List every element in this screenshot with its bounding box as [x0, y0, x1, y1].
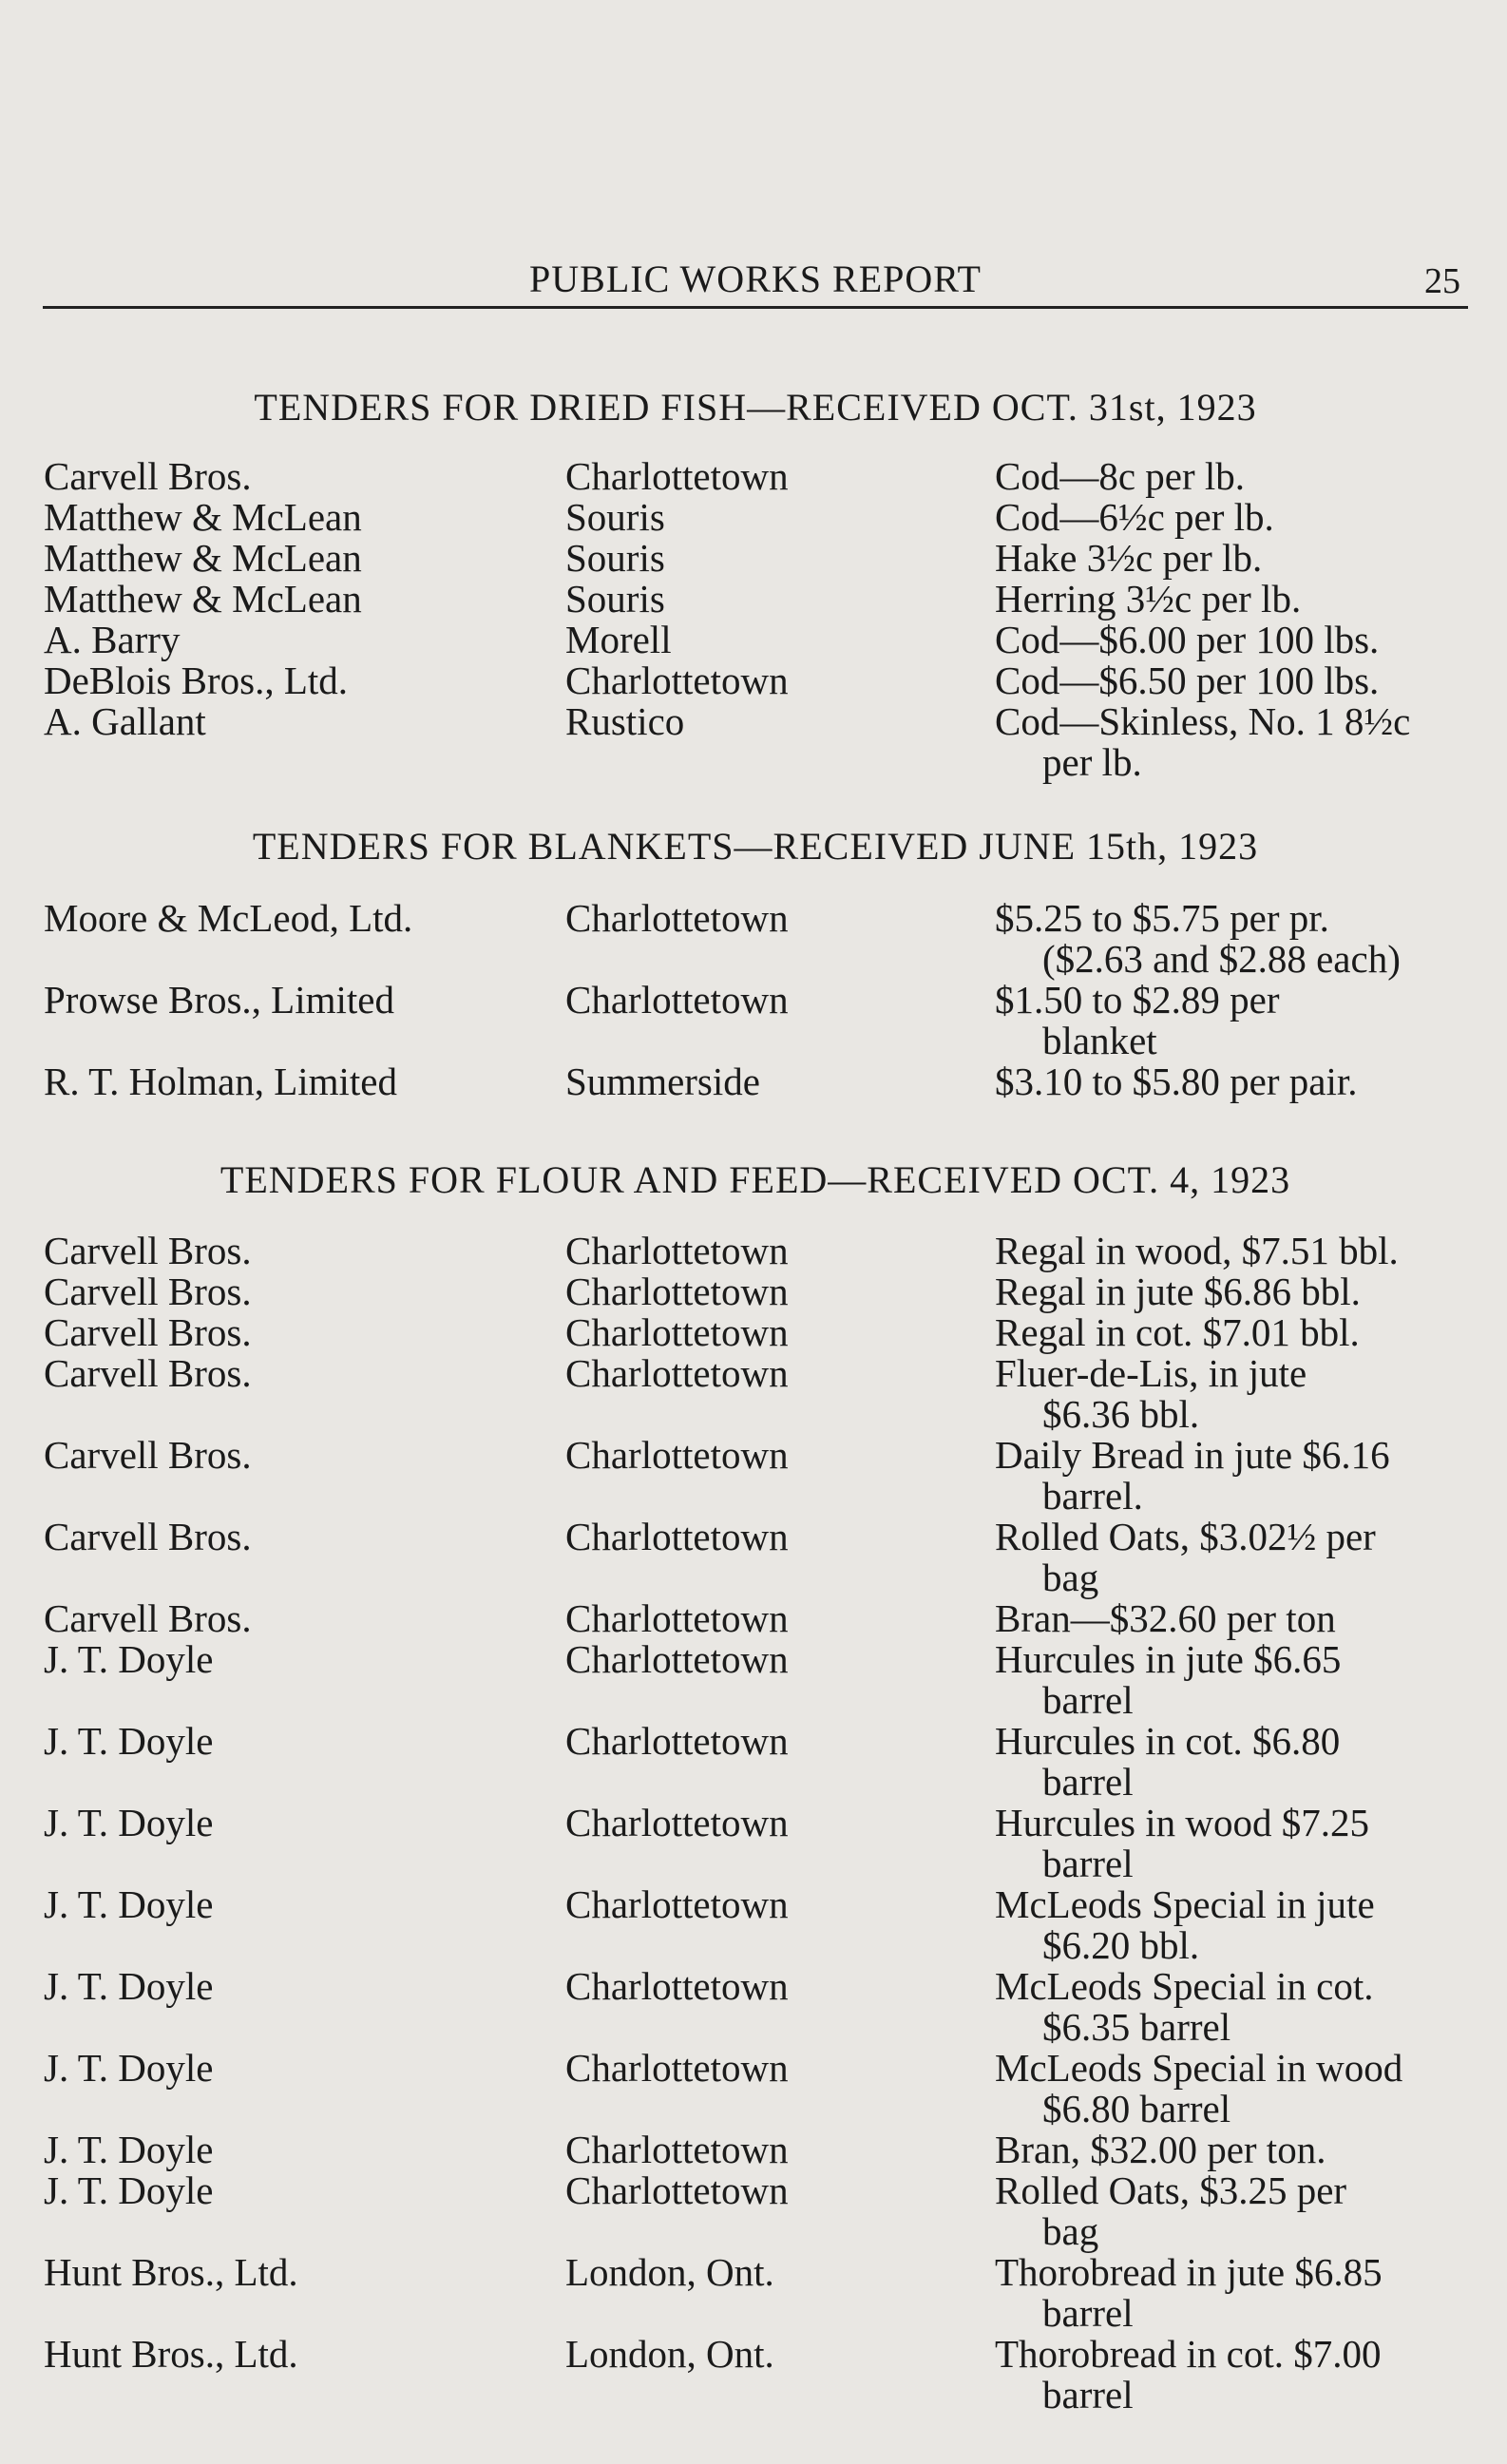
page-number: 25 — [1424, 261, 1460, 301]
tender-price-line: Thorobread in cot. $7.00 — [995, 2332, 1382, 2376]
dried-fish-table — [0, 456, 1507, 783]
tenderer-location: Charlottetown — [565, 1882, 789, 1926]
table-row — [0, 2252, 1507, 2334]
tender-price-line: McLeods Special in cot. — [995, 1964, 1374, 2008]
tender-price-line: Hake 3½c per lb. — [995, 536, 1263, 580]
tender-price — [995, 1639, 1489, 1721]
tender-price-line: Cod—$6.50 per 100 lbs. — [995, 659, 1380, 702]
tender-price-line: $3.10 to $5.80 per pair. — [995, 1060, 1358, 1103]
table-row — [0, 456, 1507, 497]
tender-price — [995, 1721, 1489, 1803]
tenderer-location: Souris — [565, 577, 665, 621]
blankets-table — [0, 898, 1507, 1102]
tenderer-name: J. T. Doyle — [44, 2046, 214, 2090]
tender-price — [995, 1312, 1489, 1353]
tenderer-location: London, Ont. — [565, 2332, 774, 2376]
tenderer-location: Charlottetown — [565, 1310, 789, 1354]
tender-price-line: Hurcules in jute $6.65 — [995, 1637, 1342, 1681]
tender-price-continuation: barrel. — [1042, 1474, 1143, 1518]
tender-price-line: Rolled Oats, $3.02½ per — [995, 1515, 1376, 1558]
table-row — [0, 660, 1507, 701]
tenderer-name: Prowse Bros., Limited — [44, 978, 394, 1022]
tender-price — [995, 1435, 1489, 1517]
tender-price-line: Bran, $32.00 per ton. — [995, 2128, 1326, 2171]
tenderer-location: Charlottetown — [565, 1964, 789, 2008]
tender-price — [995, 701, 1489, 783]
running-title: PUBLIC WORKS REPORT — [529, 258, 982, 300]
tender-price-line: Hurcules in wood $7.25 — [995, 1801, 1370, 1844]
tender-price-line: McLeods Special in jute — [995, 1882, 1375, 1926]
tender-price — [995, 980, 1489, 1061]
tender-price — [995, 538, 1489, 579]
section-title-blankets: TENDERS FOR BLANKETS—RECEIVED JUNE 15th, 1923 — [252, 825, 1259, 868]
tender-price — [995, 2252, 1489, 2334]
table-row — [0, 1435, 1507, 1517]
tender-price-line: Cod—Skinless, No. 1 8½c — [995, 699, 1411, 743]
table-row — [0, 579, 1507, 620]
tenderer-location: Charlottetown — [565, 1515, 789, 1558]
tenderer-name: Hunt Bros., Ltd. — [44, 2332, 298, 2376]
table-row — [0, 1271, 1507, 1312]
table-row — [0, 1721, 1507, 1803]
tender-price-line: Cod—$6.00 per 100 lbs. — [995, 618, 1380, 661]
tenderer-location: Charlottetown — [565, 978, 789, 1022]
table-row — [0, 1517, 1507, 1598]
tenderer-name: Carvell Bros. — [44, 1596, 252, 1640]
tender-price-line: McLeods Special in wood — [995, 2046, 1403, 2090]
tenderer-location: Charlottetown — [565, 1270, 789, 1313]
tender-price-line: Fluer-de-Lis, in jute — [995, 1351, 1307, 1395]
tenderer-name: Matthew & McLean — [44, 536, 362, 580]
table-row — [0, 2130, 1507, 2170]
tenderer-location: Charlottetown — [565, 1801, 789, 1844]
table-row — [0, 620, 1507, 660]
tender-price — [995, 1598, 1489, 1639]
tenderer-name: J. T. Doyle — [44, 1964, 214, 2008]
tenderer-location: Charlottetown — [565, 659, 789, 702]
tender-price — [995, 1231, 1489, 1271]
table-row — [0, 1061, 1507, 1102]
tender-price-continuation: barrel — [1042, 1760, 1134, 1804]
tenderer-name: Matthew & McLean — [44, 577, 362, 621]
tender-price — [995, 1353, 1489, 1435]
tenderer-name: J. T. Doyle — [44, 2168, 214, 2212]
tender-price-continuation: $6.36 bbl. — [1042, 1392, 1200, 1436]
tenderer-location: Charlottetown — [565, 1351, 789, 1395]
table-row — [0, 1639, 1507, 1721]
tender-price-continuation: barrel — [1042, 1678, 1134, 1722]
tender-price-continuation: bag — [1042, 2209, 1099, 2253]
tender-price-line: Thorobread in jute $6.85 — [995, 2250, 1383, 2294]
tender-price-line: $1.50 to $2.89 per — [995, 978, 1280, 1022]
tenderer-name: Matthew & McLean — [44, 495, 362, 539]
tender-price — [995, 2170, 1489, 2252]
tenderer-name: J. T. Doyle — [44, 1719, 214, 1763]
tenderer-name: Hunt Bros., Ltd. — [44, 2250, 298, 2294]
tender-price — [995, 1884, 1489, 1966]
section-title-dried-fish: TENDERS FOR DRIED FISH—RECEIVED OCT. 31st, 1923 — [254, 386, 1257, 429]
running-header — [43, 249, 1468, 309]
tender-price — [995, 1061, 1489, 1102]
tender-price — [995, 2130, 1489, 2170]
tenderer-name: Carvell Bros. — [44, 1270, 252, 1313]
tender-price-continuation: barrel — [1042, 1842, 1134, 1885]
table-row — [0, 1803, 1507, 1884]
table-row — [0, 1353, 1507, 1435]
tenderer-name: R. T. Holman, Limited — [44, 1060, 398, 1103]
tender-price-continuation: ($2.63 and $2.88 each) — [1042, 937, 1401, 981]
table-row — [0, 538, 1507, 579]
tender-price-continuation: $6.35 barrel — [1042, 2005, 1231, 2049]
tender-price-line: $5.25 to $5.75 per pr. — [995, 896, 1329, 940]
table-row — [0, 497, 1507, 538]
tenderer-name: Carvell Bros. — [44, 1515, 252, 1558]
section-title-flour-feed: TENDERS FOR FLOUR AND FEED—RECEIVED OCT. 4, 1923 — [219, 1158, 1291, 1201]
tenderer-name: A. Gallant — [44, 699, 206, 743]
tender-price-line: Rolled Oats, $3.25 per — [995, 2168, 1347, 2212]
table-row — [0, 980, 1507, 1061]
tender-price — [995, 2334, 1489, 2416]
tender-price — [995, 1966, 1489, 2048]
tenderer-name: J. T. Doyle — [44, 1637, 214, 1681]
tenderer-location: Charlottetown — [565, 1719, 789, 1763]
tenderer-name: A. Barry — [44, 618, 181, 661]
tenderer-name: Carvell Bros. — [44, 1310, 252, 1354]
table-row — [0, 1966, 1507, 2048]
tender-price-line: Cod—8c per lb. — [995, 454, 1246, 498]
tenderer-name: Carvell Bros. — [44, 454, 252, 498]
table-row — [0, 1598, 1507, 1639]
tenderer-name: Moore & McLeod, Ltd. — [44, 896, 413, 940]
tender-price-continuation: barrel — [1042, 2291, 1134, 2335]
tenderer-location: Charlottetown — [565, 896, 789, 940]
tenderer-name: Carvell Bros. — [44, 1229, 252, 1272]
tender-price — [995, 898, 1489, 980]
tender-price — [995, 1271, 1489, 1312]
tender-price-line: Regal in wood, $7.51 bbl. — [995, 1229, 1399, 1272]
tender-price-line: Cod—6½c per lb. — [995, 495, 1274, 539]
tenderer-name: J. T. Doyle — [44, 1882, 214, 1926]
tender-price-continuation: $6.20 bbl. — [1042, 1923, 1200, 1967]
tenderer-location: Charlottetown — [565, 1637, 789, 1681]
tenderer-location: Summerside — [565, 1060, 760, 1103]
tender-price — [995, 660, 1489, 701]
tender-price — [995, 1517, 1489, 1598]
tenderer-name: Carvell Bros. — [44, 1433, 252, 1477]
tenderer-name: J. T. Doyle — [44, 1801, 214, 1844]
tender-price-line: Regal in jute $6.86 bbl. — [995, 1270, 1361, 1313]
tender-price — [995, 620, 1489, 660]
tender-price-continuation: $6.80 barrel — [1042, 2087, 1231, 2130]
tenderer-location: London, Ont. — [565, 2250, 774, 2294]
tender-price-continuation: per lb. — [1042, 740, 1142, 784]
tenderer-name: DeBlois Bros., Ltd. — [44, 659, 349, 702]
flour-feed-table — [0, 1231, 1507, 2416]
tender-price-line: Bran—$32.60 per ton — [995, 1596, 1336, 1640]
tenderer-location: Souris — [565, 495, 665, 539]
tenderer-location: Charlottetown — [565, 2168, 789, 2212]
tender-price — [995, 579, 1489, 620]
tenderer-location: Charlottetown — [565, 1229, 789, 1272]
tender-price — [995, 2048, 1489, 2130]
tender-price-continuation: barrel — [1042, 2373, 1134, 2416]
tender-price-continuation: blanket — [1042, 1019, 1157, 1062]
tenderer-location: Morell — [565, 618, 672, 661]
tenderer-location: Charlottetown — [565, 2046, 789, 2090]
tender-price-line: Daily Bread in jute $6.16 — [995, 1433, 1390, 1477]
table-row — [0, 1231, 1507, 1271]
tenderer-location: Souris — [565, 536, 665, 580]
table-row — [0, 1312, 1507, 1353]
tenderer-location: Charlottetown — [565, 2128, 789, 2171]
tender-price — [995, 497, 1489, 538]
tender-price-line: Herring 3½c per lb. — [995, 577, 1302, 621]
tender-price — [995, 456, 1489, 497]
tenderer-location: Charlottetown — [565, 454, 789, 498]
tender-price-line: Regal in cot. $7.01 bbl. — [995, 1310, 1360, 1354]
table-row — [0, 2048, 1507, 2130]
tenderer-name: J. T. Doyle — [44, 2128, 214, 2171]
table-row — [0, 2334, 1507, 2416]
tender-price-line: Hurcules in cot. $6.80 — [995, 1719, 1341, 1763]
tenderer-name: Carvell Bros. — [44, 1351, 252, 1395]
table-row — [0, 701, 1507, 783]
table-row — [0, 898, 1507, 980]
tenderer-location: Charlottetown — [565, 1433, 789, 1477]
table-row — [0, 2170, 1507, 2252]
tenderer-location: Charlottetown — [565, 1596, 789, 1640]
table-row — [0, 1884, 1507, 1966]
tenderer-location: Rustico — [565, 699, 685, 743]
tender-price-continuation: bag — [1042, 1556, 1099, 1599]
tender-price — [995, 1803, 1489, 1884]
